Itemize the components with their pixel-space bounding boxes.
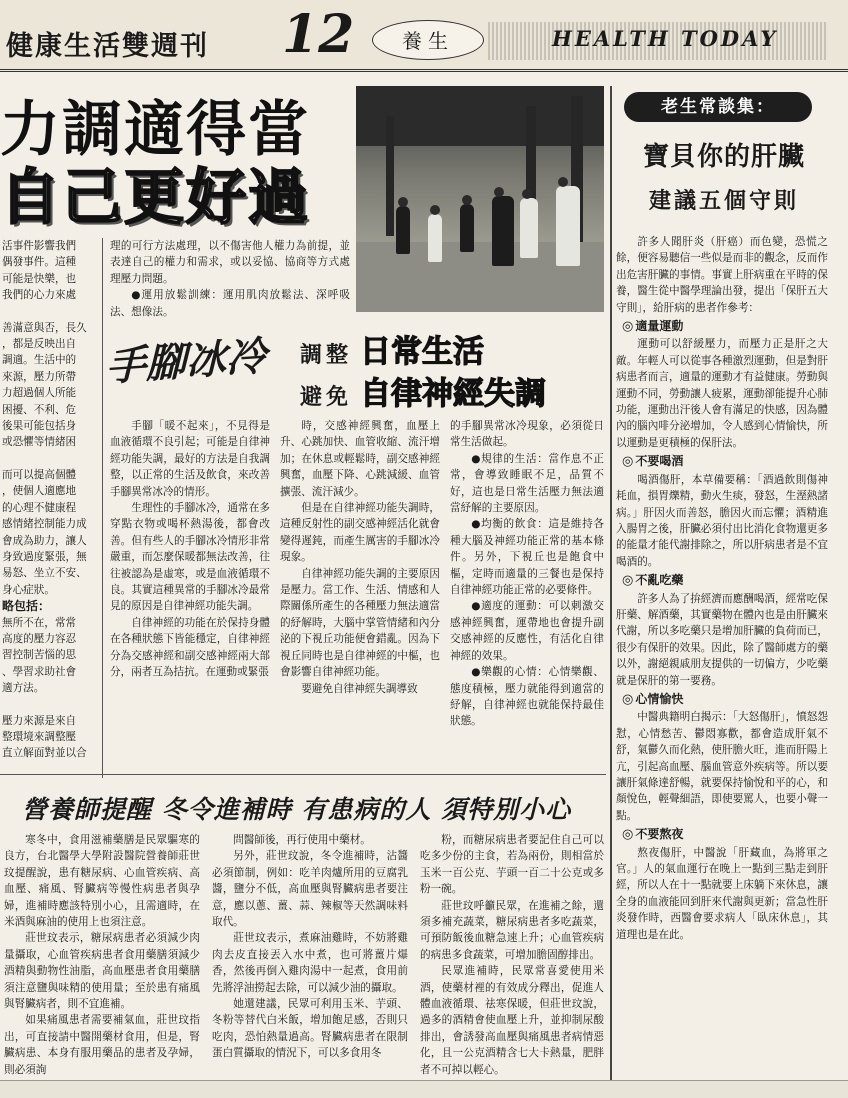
section-heading [622,572,828,589]
paragraph: 生理性的手腳冰冷，通常在多穿點衣物或喝杯熱湯後，都會改善。但有些人的手腳冰冷情形非常嚴重，而怎麼保暖都無法改善，往往被認為是虛寒，或是血液循環不良。其實這種異常的手腳冰冷最常見的原因是自律神經功能失調。 [110,502,270,613]
section-body: 熬夜傷肝，中醫說「肝藏血，為將軍之官。」人的氣血運行在晚上一點到三點走到肝經，所以人在十一點就要上床躺下來休息，讓全身的血液能回到肝來代謝與更新；當急性肝炎發作時，西醫會要求病人「臥床休息」，其道理也是在此。 [616,846,828,941]
bullet-item: ●規律的生活：當作息不正常，會導致睡眠不足，品質不好，這也是日常生活壓力無法適當紓解的主要原因。 [450,452,604,515]
text-line: 活事件影響我們 [2,240,77,252]
section-heading [622,453,828,470]
bullet-icon: ◎ [622,827,634,843]
left-subheading: 略包括： [2,599,51,614]
paragraph: 莊世玟呼籲民眾，在進補之餘，還須多補充蔬菜，糖尿病患者多吃蔬菜，可預防飯後血糖急速上升；心血管疾病的病患多食蔬菜，可增加膽固醇排出。 [420,899,604,961]
text-line: 感情緒控制能力成 [2,518,87,531]
section-heading-label: 心情愉快 [635,691,684,706]
english-title: HEALTH TODAY [552,26,779,51]
text-line: 壓力來源是來自 [2,714,77,727]
issue-number: 12 [282,4,355,65]
left-column [2,238,98,778]
story1-sub1-prefix: 調整 [300,343,353,368]
text-line: 直立解面對並以合 [2,747,87,760]
text-line: 、學習求助社會 [2,665,77,678]
story1-headline: 手腳冰冷 [106,332,266,391]
story1-sub2-prefix: 避免 [300,385,353,410]
text-line: 身致過度緊張，無 [2,550,87,563]
paragraph: 莊世玟表示，煮麻油雞時，不妨將雞肉去皮直接丟入水中煮，也可將薑片爆香，然後再倒入雞肉湯中一起煮，食用前先將浮油撈起去除，可以減少油的攝取。 [212,932,408,994]
page-edge [0,1080,848,1098]
text-line: 易怒、坐立不安、 [2,567,87,580]
story1-sub2-main: 自律神經失調 [360,376,547,412]
bullet-icon: ◎ [622,454,634,470]
text-line: 力超過個人所能 [2,387,77,400]
text-line [2,697,98,713]
text-line: 或恐懼等情緒困 [2,436,77,449]
story1-subhead-1 [300,326,484,371]
text-line: 調適。生活中的 [2,354,77,367]
bullet-icon: ◎ [622,691,634,707]
story2-col2 [212,832,408,1080]
headline-line1: 力調適得當 [0,95,310,165]
paragraph: 要避免自律神經失調導致 [301,682,418,695]
paragraph: 莊世玟表示，糖尿病患者必須減少肉量攝取，心血管疾病患者食用藥膳須減少酒精與動物性油脂，高血壓患者食用藥膳須注意鹽與味精的使用量；至於患有痛風與腎臟病者，則不宜進補。 [4,932,200,1011]
story1-col3 [450,418,604,764]
bullet-icon: ◎ [622,319,634,335]
mid-top-bullet: ●運用放鬆訓練：運用肌肉放鬆法、深呼吸法、想像法。 [110,289,350,318]
runners-photo [356,86,604,312]
section-body: 運動可以舒緩壓力，而壓力正是肝之大敵。年輕人可以從事各種激烈運動，但是對肝病患者而言，適量的運動才有益健康。勞動與運動不同，勞動讓人疲累，運動卻能提升心肺功能，運動出汗後人會有滿足的快感，因為體內的腦內啡分泌增加，令人感到心情愉快，所以運動是更積極的保肝法。 [616,338,828,449]
paragraph: 粉，而糖尿病患者要記住自己可以吃多少份的主食，若為兩份，則相當於玉米一百公克、芋頭一百二十公克或多粉一碗。 [420,834,604,896]
bullet-item: ●均衡的飲食：這是維持各種大腦及神經功能正常的基本條件。另外，下視丘也是飽食中樞，定時而適量的三餐也是保持自律神經功能正常的必要條件。 [450,518,604,597]
text-line: ，都是反映出自 [2,338,77,351]
section-label: 養生 [372,20,484,60]
bullet-item: ●適度的運動：可以刺激交感神經興奮，運帶地也會提升副交感神經的反應性，有活化自律神經的效果。 [450,600,604,662]
paragraph: 另外，莊世玟說，冬令進補時，沾醬必須節制，例如：吃羊肉爐所用的豆腐乳醬，鹽分不低，高血壓與腎臟病患者要注意，應以蔥、薑、蒜、辣椒等天然調味料取代。 [212,850,408,929]
story1-sub1-main: 日常生活 [360,334,485,370]
story1-col1 [110,418,270,764]
text-line: 來源，壓力所帶 [2,370,77,383]
text-line: 整環境來調整壓 [2,730,77,743]
section-body: 喝酒傷肝，本草備要稱：「酒過飲則傷神耗血，損胃爍精，動火生痰，發怒，生溼熱諸病。」肝因火而善怒，膽因火而忘懼；酒精進入腸胃之後，肝臟必須付出比消化食物還更多的能量才能代謝排除之，所以肝病患者是不宜喝酒的。 [616,473,828,568]
mid-top-paragraph: 理的可行方法處理，以不傷害他人權力為前提，並表達自己的權力和需求，或以妥協、協商等方式處理壓力問題。 [110,240,350,285]
text-line: 善滿意與否，長久 [2,321,87,334]
story2-col3 [420,832,604,1080]
section-body: 許多人為了拚經濟而應酬喝酒，經常吃保肝藥、解酒藥，其實藥物在體內也是由肝臟來代謝，所以多吃藥只是增加肝臟的負荷而已，很少有保肝的效果。因此，除了醫師處方的藥以外，謝絕親戚朋友提供的一切偏方，少吃藥就是保肝的第一要務。 [616,592,828,687]
section-heading [622,826,828,843]
mid-top-text [110,238,350,318]
section-body: 中醫典籍明白揭示：「大怒傷肝」，憤怒怨懟，心情愁苦、鬱悶寡歡，都會造成肝氣不舒，氣鬱久而化熱，使肝膽火旺，進而肝陽上亢，引起高血壓、腦血管意外疾病等。所以要讓肝氣條達舒暢，就要保持愉悅和平的心，和顏悅色，輕聲細語，即使要罵人，也要小聲一點。 [616,711,828,822]
text-line: 後果可能包括身 [2,420,77,433]
story1-col2 [280,418,440,764]
section-heading-label: 適量運動 [635,319,684,334]
right-intro: 許多人聞肝炎（肝癌）而色變，恐慌之餘，便容易聽信一些似是而非的觀念，反而作出危害肝臟的事情。事實上肝病重在平時的保養，醫生從中醫學理論出發，提出「保肝五大守則」，給肝病的患者作參考： [616,236,828,314]
text-line: 高度的壓力容忍 [2,632,77,645]
text-line: 而可以提高個體 [2,468,77,481]
paragraph: 但是在自律神經功能失調時，這種反射性的副交感神經活化就會變得遲鈍，而產生厲害的手腳冰冷現象。 [280,502,440,564]
text-line: 的心理不健康程 [2,501,77,514]
paragraph: 自律神經功能失調的主要原因是壓力。當工作、生活、情感和人際關係所產生的各種壓力無法適當的紓解時，大腦中掌管情緒和內分泌的下視丘功能便會錯亂。因為下視丘同時也是自律神經的中樞，也會影響自律神經功能。 [280,567,440,679]
text-line: 習控制苦惱的思 [2,649,77,662]
paragraph: 自律神經的功能在於保持身體在各種狀態下皆能穩定，自律神經分為交感神經和副交感神經兩大部分，兩者互為拮抗。在運動或緊張 [110,616,270,679]
paragraph: 如果痛風患者需要補氣血，莊世玟指出，可直接請中醫開藥材食用，但是，腎臟病患、本身有服用藥品的患者及孕婦，則必須詢 [4,1014,200,1076]
publication-title: 健康生活雙週刊 [6,31,209,62]
text-line [2,451,98,467]
column-badge: 老生常談集： [624,92,812,122]
bullet-icon: ◎ [622,573,634,589]
story1-subhead-2 [300,368,546,413]
right-body [616,234,828,1074]
section-heading-label: 不要熬夜 [635,827,684,842]
text-line: 無所不在，常常 [2,616,77,629]
section-heading [622,691,828,708]
section-heading-label: 不要喝酒 [635,454,684,469]
text-line: ，使個人適應地 [2,485,77,498]
paragraph: 手腳「暖不起來」，不見得是血液循環不良引起；可能是自律神經功能失調，最好的方法是自我調整，以正常的生活及飲食，來改善手腳異常冰冷的情形。 [110,420,270,498]
text-line: 適方法。 [2,682,45,695]
text-line: 困擾、不利、危 [2,403,77,416]
paragraph: 她還建議，民眾可利用玉米、芋頭、冬粉等替代白米飯，增加飽足感，否則只吃肉，恐怕熱量過高。腎臟病患者在限制蛋白質攝取的情況下，可以多食用冬 [212,998,408,1060]
section-heading-label: 不亂吃藥 [635,573,684,588]
text-line: 身心症狀。 [2,583,55,596]
text-line: 可能是快樂，也 [2,272,77,285]
text-line [2,304,98,320]
story1-col3-intro: 的手腳異常冰冷現象，必須從日常生活做起。 [450,420,604,449]
section-heading [622,318,828,335]
paragraph: 時，交感神經興奮，血壓上升、心跳加快、血管收縮、流汗增加；在休息或輕鬆時，副交感神經興奮，血壓下降、心跳減緩、血管擴張、流汗減少。 [280,420,440,498]
right-title: 寶貝你的肝臟 [642,142,805,172]
headline-line2: 自己更好過 [0,163,310,233]
story2-headline: 營養師提醒 冬令進補時 有患病的人 須特別小心 [22,795,572,824]
paragraph: 寒冬中，食用滋補藥膳是民眾驅寒的良方，台北醫學大學附設醫院營養師莊世玟提醒說，患有糖尿病、心血管疾病、高血壓、痛風、腎臟病等慢性病患者與孕婦，進補時應該特別小心，且需適時，在米酒與麻油的使用上也須注意。 [4,834,200,929]
paragraph: 民眾進補時，民眾常喜愛使用米酒，使藥材裡的有效成分釋出，促進人體血液循環、祛寒保暖，但莊世玟說，過多的酒精會使血壓上升，並抑制尿酸排出，會誘發高血壓與痛風患者病情惡化，且一公克酒精含七大卡熱量，肥胖者不可掉以輕心。 [420,965,604,1076]
story2-col1 [4,832,200,1080]
bullet-item: ●樂觀的心情：心情樂觀、態度積極，壓力就能得到適當的紓解，自律神經也就能保持最佳狀態。 [450,666,604,728]
text-line: 偶發事件。這種 [2,256,77,269]
text-line: 我們的心力來處 [2,289,77,302]
right-subtitle: 建議五個守則 [648,188,799,214]
paragraph: 問醫師後，再行使用中藥材。 [233,834,371,846]
text-line: 會成為助力，讓人 [2,534,87,547]
